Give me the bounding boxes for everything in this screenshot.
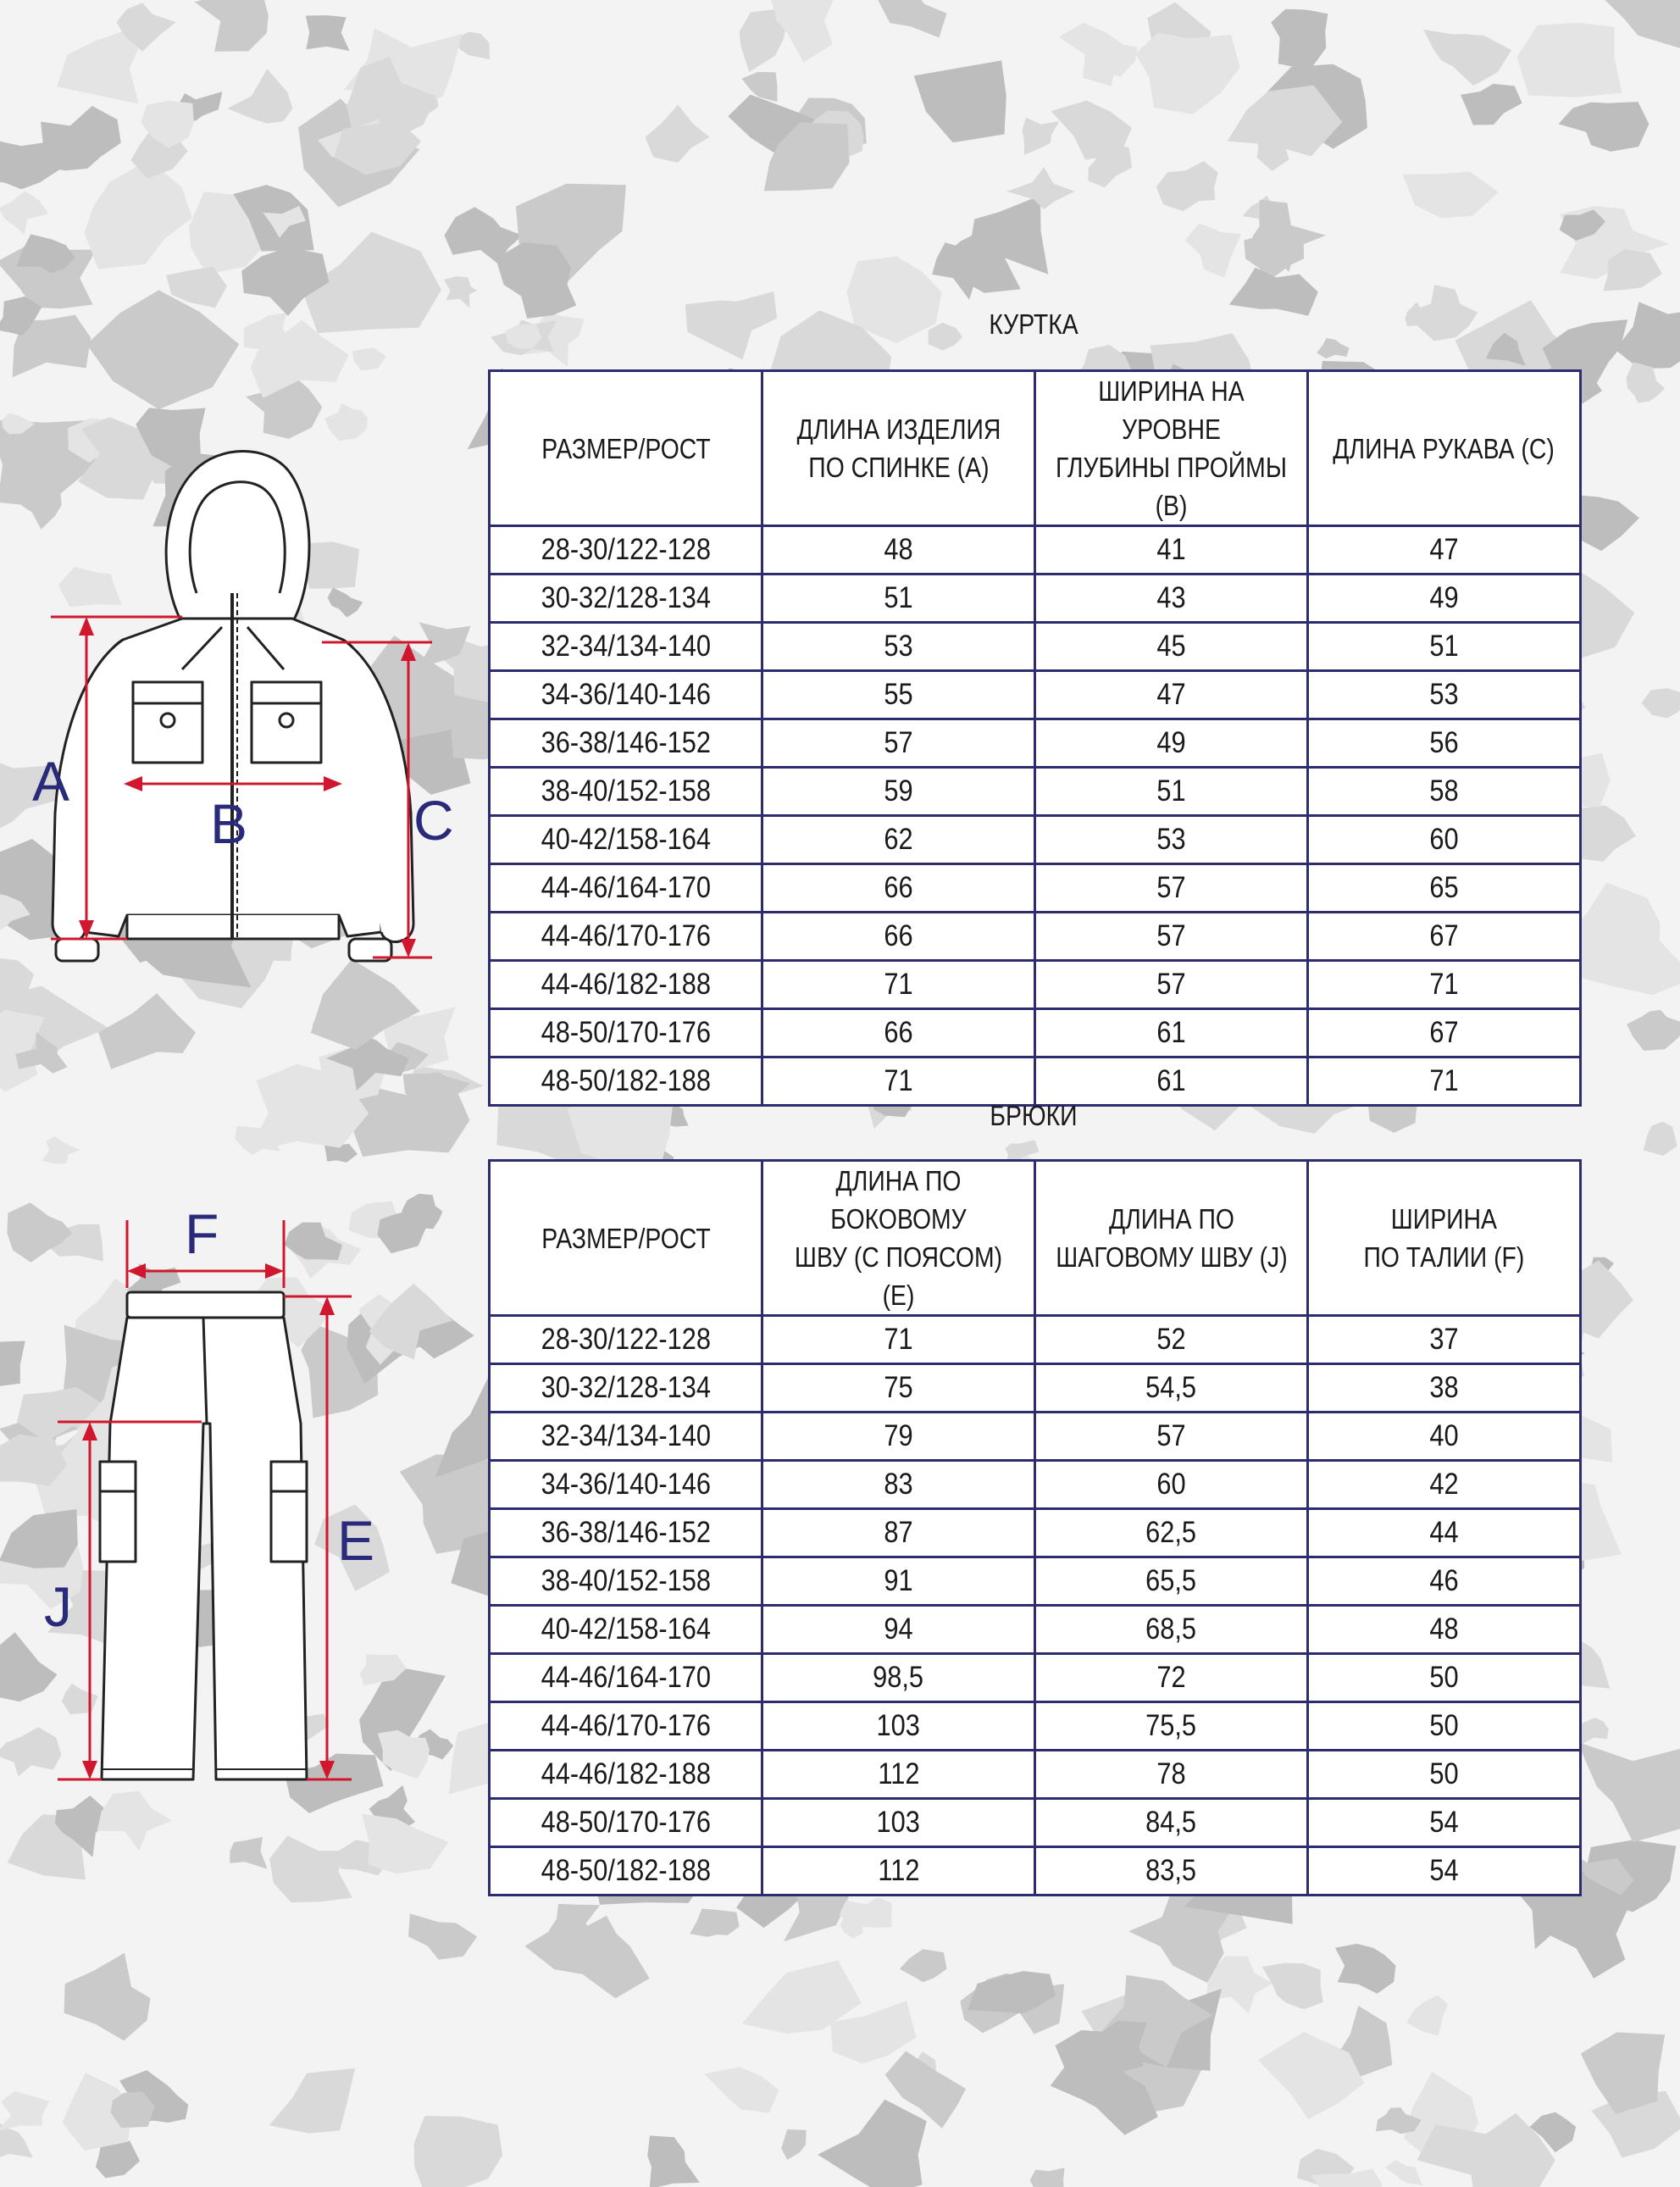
camo-blot (352, 347, 386, 370)
jacket-table-cell: 58 (1308, 768, 1581, 816)
pants-table-cell: 65,5 (1035, 1557, 1308, 1606)
dimension-label-j: J (44, 1575, 72, 1638)
camo-blot (1271, 9, 1328, 70)
pants-table-cell: 57 (1035, 1413, 1308, 1461)
jacket-table-row (490, 1057, 1581, 1106)
pants-table-row (490, 1751, 1581, 1799)
pants-table-cell: 87 (762, 1509, 1035, 1557)
jacket-table-row (490, 864, 1581, 913)
camo-blot (781, 2129, 806, 2160)
jacket-table-cell: 44-46/164-170 (490, 864, 762, 913)
pants-table-row (490, 1364, 1581, 1413)
jacket-table-cell: 53 (1035, 816, 1308, 864)
camo-blot (1156, 161, 1218, 211)
camo-blot (269, 2068, 355, 2134)
jacket-table-cell: 57 (762, 719, 1035, 768)
camo-blot (1335, 1944, 1396, 1994)
camo-blot (1135, 33, 1239, 114)
jacket-table-cell: 61 (1035, 1057, 1308, 1106)
pants-table-cell: 75 (762, 1364, 1035, 1413)
camo-blot (1627, 1010, 1680, 1051)
pants-diagram (34, 1203, 390, 1796)
pants-table-cell: 112 (762, 1751, 1035, 1799)
jacket-table-cell: 71 (762, 1057, 1035, 1106)
camo-blot (230, 1837, 267, 1869)
jacket-table-row (490, 719, 1581, 768)
jacket-table-cell: 51 (1035, 768, 1308, 816)
pants-table-cell: 52 (1035, 1316, 1308, 1364)
jacket-table-cell: 38-40/152-158 (490, 768, 762, 816)
pants-table-cell: 50 (1308, 1751, 1581, 1799)
camo-blot (1517, 23, 1622, 97)
dimension-label-e: E (337, 1509, 375, 1572)
dimension-label-b: B (210, 792, 248, 855)
camo-blot (97, 1791, 173, 1851)
jacket-header-length: ДЛИНА ИЗДЕЛИЯ ПО СПИНКЕ (А) (762, 371, 1035, 526)
jacket-table-row (490, 768, 1581, 816)
camo-blot (64, 1953, 151, 2041)
pants-table-cell: 50 (1308, 1702, 1581, 1751)
jacket-table-cell: 66 (762, 1009, 1035, 1057)
pants-table-body (490, 1316, 1581, 1896)
camo-blot (1185, 223, 1241, 277)
jacket-table-cell: 66 (762, 913, 1035, 961)
camo-blot (878, 0, 947, 38)
pants-table-cell: 40 (1308, 1413, 1581, 1461)
camo-blot (1406, 1995, 1448, 2036)
pants-table-row (490, 1702, 1581, 1751)
pants-table-cell: 94 (762, 1606, 1035, 1654)
jacket-table-row (490, 671, 1581, 719)
camo-blot (1615, 302, 1680, 369)
pants-size-table (488, 1159, 1582, 1896)
jacket-header-sleeve: ДЛИНА РУКАВА (С) (1308, 371, 1581, 526)
jacket-table-cell: 48-50/182-188 (490, 1057, 762, 1106)
camo-blot (269, 1835, 352, 1902)
jacket-table-cell: 43 (1035, 575, 1308, 623)
camo-blot (0, 957, 34, 1009)
jacket-table-body (490, 526, 1581, 1106)
camo-blot (1051, 101, 1132, 160)
pants-table-cell: 38 (1308, 1364, 1581, 1413)
pants-table-cell: 62,5 (1035, 1509, 1308, 1557)
pants-table-cell: 36-38/146-152 (490, 1509, 762, 1557)
jacket-header-width: ШИРИНА НА УРОВНЕ ГЛУБИНЫ ПРОЙМЫ (В) (1035, 371, 1308, 526)
jacket-header-row (490, 371, 1581, 526)
camo-blot (818, 2100, 927, 2187)
jacket-table-cell: 34-36/140-146 (490, 671, 762, 719)
pants-table-cell: 37 (1308, 1316, 1581, 1364)
pants-table-cell: 54,5 (1035, 1364, 1308, 1413)
jacket-table-cell: 47 (1308, 526, 1581, 575)
dimension-label-f: F (185, 1202, 219, 1265)
jacket-table-row (490, 623, 1581, 671)
camo-blot (704, 2067, 779, 2112)
pants-table-cell: 54 (1308, 1847, 1581, 1896)
camo-blot (0, 1341, 25, 1387)
pants-table-cell: 46 (1308, 1557, 1581, 1606)
jacket-table-row (490, 961, 1581, 1009)
pants-table-row (490, 1847, 1581, 1896)
jacket-table-cell: 57 (1035, 961, 1308, 1009)
pants-table-cell: 28-30/122-128 (490, 1316, 762, 1364)
pants-table-cell: 98,5 (762, 1654, 1035, 1702)
camo-blot (408, 1913, 477, 1959)
jacket-table-row (490, 816, 1581, 864)
pants-table-cell: 78 (1035, 1751, 1308, 1799)
pants-table-cell: 68,5 (1035, 1606, 1308, 1654)
camo-blot (1262, 1963, 1323, 2010)
jacket-table-cell: 53 (762, 623, 1035, 671)
camo-blot (1423, 30, 1511, 86)
camo-blot (1461, 84, 1522, 125)
pants-section-title: БРЮКИ (990, 1100, 1078, 1131)
jacket-table-cell: 57 (1035, 864, 1308, 913)
pants-table-cell: 42 (1308, 1461, 1581, 1509)
pants-table-cell: 48-50/170-176 (490, 1799, 762, 1847)
camo-blot (0, 141, 64, 189)
jacket-table-cell: 61 (1035, 1009, 1308, 1057)
camo-blot (646, 105, 710, 163)
jacket-table-cell: 48 (762, 526, 1035, 575)
camo-blot (900, 1949, 947, 1982)
camo-blot (98, 993, 196, 1069)
camo-blot (227, 69, 292, 123)
pants-table-cell: 79 (762, 1413, 1035, 1461)
camo-blot (914, 60, 1006, 142)
camo-blot (647, 2135, 700, 2187)
camo-blot (1023, 118, 1060, 155)
jacket-table-cell: 47 (1035, 671, 1308, 719)
jacket-table-cell: 71 (1308, 961, 1581, 1009)
jacket-table-cell: 44-46/170-176 (490, 913, 762, 961)
pants-header-inseam: ДЛИНА ПО ШАГОВОМУ ШВУ (J) (1035, 1161, 1308, 1316)
camo-blot (1403, 171, 1499, 218)
pants-table-cell: 84,5 (1035, 1799, 1308, 1847)
camo-blot (414, 2116, 503, 2187)
pants-table-cell: 44-46/182-188 (490, 1751, 762, 1799)
pants-header-waist: ШИРИНА ПО ТАЛИИ (F) (1308, 1161, 1581, 1316)
pants-header-size: РАЗМЕР/РОСТ (490, 1161, 762, 1316)
dimension-label-a: A (32, 750, 70, 813)
jacket-header-size: РАЗМЕР/РОСТ (490, 371, 762, 526)
camo-blot (195, 0, 269, 52)
pants-table-cell: 40-42/158-164 (490, 1606, 762, 1654)
camo-blot (85, 160, 193, 269)
camo-blot (1059, 23, 1130, 86)
jacket-table-cell: 55 (762, 671, 1035, 719)
pants-table-cell: 60 (1035, 1461, 1308, 1509)
jacket-outline (53, 452, 413, 962)
pants-table-cell: 32-34/134-140 (490, 1413, 762, 1461)
camo-blot (306, 15, 350, 51)
camo-blot (1385, 2160, 1423, 2185)
jacket-section-title: КУРТКА (989, 308, 1078, 340)
pants-table-row (490, 1557, 1581, 1606)
jacket-table-cell: 71 (1308, 1057, 1581, 1106)
jacket-table-cell: 40-42/158-164 (490, 816, 762, 864)
jacket-table-cell: 49 (1308, 575, 1581, 623)
pants-table-cell: 83 (762, 1461, 1035, 1509)
pants-table-cell: 44-46/164-170 (490, 1654, 762, 1702)
camo-blot (42, 1136, 80, 1164)
pants-outline (100, 1292, 307, 1779)
pants-table-row (490, 1799, 1581, 1847)
jacket-table-cell: 56 (1308, 719, 1581, 768)
jacket-table-cell: 49 (1035, 719, 1308, 768)
jacket-table-cell: 65 (1308, 864, 1581, 913)
pants-header-side-length: ДЛИНА ПО БОКОВОМУ ШВУ (С ПОЯСОМ) (Е) (762, 1161, 1035, 1316)
pants-table-cell: 48 (1308, 1606, 1581, 1654)
camo-blot (1581, 2032, 1665, 2114)
pants-table-row (490, 1316, 1581, 1364)
jacket-table-row (490, 913, 1581, 961)
camo-blot (444, 276, 477, 308)
jacket-table-cell: 28-30/122-128 (490, 526, 762, 575)
pants-table-cell: 103 (762, 1702, 1035, 1751)
jacket-table-row (490, 1009, 1581, 1057)
jacket-table-cell: 45 (1035, 623, 1308, 671)
pants-table-row (490, 1606, 1581, 1654)
jacket-table-cell: 51 (762, 575, 1035, 623)
pants-table-cell: 48-50/182-188 (490, 1847, 762, 1896)
camo-blot (0, 2091, 49, 2132)
jacket-table-cell: 51 (1308, 623, 1581, 671)
jacket-table-row (490, 526, 1581, 575)
pants-table-row (490, 1654, 1581, 1702)
pants-table-cell: 83,5 (1035, 1847, 1308, 1896)
jacket-table-row (490, 575, 1581, 623)
camo-blot (1559, 102, 1650, 152)
pants-table-cell: 72 (1035, 1654, 1308, 1702)
pants-table-cell: 30-32/128-134 (490, 1364, 762, 1413)
camo-blot (1577, 1742, 1680, 1843)
pants-table-cell: 103 (762, 1799, 1035, 1847)
jacket-table-cell: 30-32/128-134 (490, 575, 762, 623)
jacket-table-cell: 67 (1308, 1009, 1581, 1057)
camo-blot (324, 403, 368, 441)
jacket-table-cell: 48-50/170-176 (490, 1009, 762, 1057)
jacket-table-cell: 53 (1308, 671, 1581, 719)
pants-table-row (490, 1413, 1581, 1461)
camo-blot (690, 1909, 740, 1937)
jacket-table-cell: 67 (1308, 913, 1581, 961)
jacket-table-cell: 62 (762, 816, 1035, 864)
pants-table-cell: 44 (1308, 1509, 1581, 1557)
pants-table-row (490, 1509, 1581, 1557)
jacket-table-cell: 32-34/134-140 (490, 623, 762, 671)
pants-header-row (490, 1161, 1581, 1316)
pants-table-cell: 44-46/170-176 (490, 1702, 762, 1751)
pants-table-cell: 34-36/140-146 (490, 1461, 762, 1509)
pants-table-cell: 75,5 (1035, 1702, 1308, 1751)
jacket-size-table (488, 369, 1582, 1107)
jacket-table-cell: 36-38/146-152 (490, 719, 762, 768)
pants-table-row (490, 1461, 1581, 1509)
camo-blot (0, 191, 48, 235)
jacket-diagram (34, 441, 474, 966)
pants-table-cell: 38-40/152-158 (490, 1557, 762, 1606)
jacket-table-cell: 71 (762, 961, 1035, 1009)
camo-blot (86, 290, 239, 409)
pants-table-cell: 91 (762, 1557, 1035, 1606)
camo-blot (1030, 2168, 1065, 2187)
pants-table-cell: 112 (762, 1847, 1035, 1896)
pants-table-cell: 71 (762, 1316, 1035, 1364)
pants-table-cell: 54 (1308, 1799, 1581, 1847)
jacket-table-cell: 57 (1035, 913, 1308, 961)
pants-table-cell: 50 (1308, 1654, 1581, 1702)
camo-blot (1006, 167, 1075, 209)
jacket-table-cell: 66 (762, 864, 1035, 913)
jacket-table-cell: 59 (762, 768, 1035, 816)
camo-blot (742, 72, 778, 102)
jacket-table-cell: 41 (1035, 526, 1308, 575)
dimension-label-c: C (413, 789, 454, 852)
jacket-table-cell: 44-46/182-188 (490, 961, 762, 1009)
camo-blot (1642, 688, 1680, 718)
camo-blot (1317, 338, 1349, 358)
jacket-table-cell: 60 (1308, 816, 1581, 864)
camo-blot (1644, 1122, 1677, 1156)
